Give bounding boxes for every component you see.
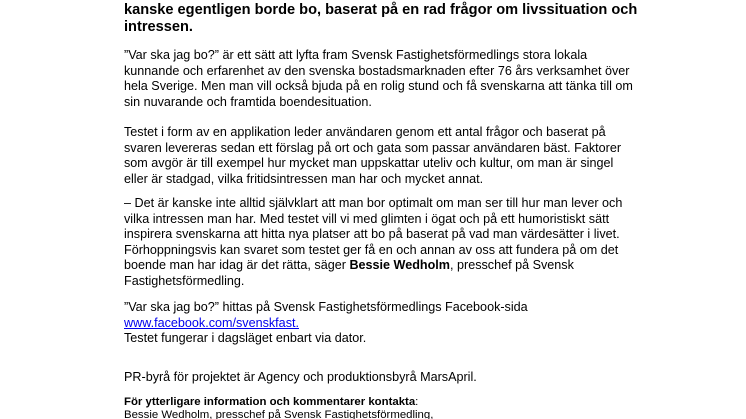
lead-line: kanske egentligen borde bo, baserat på en rad frågor om livssituation och <box>124 2 638 18</box>
contact-colon: : <box>415 396 419 408</box>
text-line: kunnande och erfarenhet av den svenska bostadsmarknaden efter 76 års verksamhet över <box>124 63 630 78</box>
paragraph-intro <box>124 48 724 110</box>
text-line: inspirera svenskarna att hitta nya platser att bo på baserat på vad man värdesätter i livet. <box>124 227 620 241</box>
paragraph-facebook <box>124 300 724 347</box>
text-line: Testet fungerar i dagsläget enbart via dator. <box>124 331 367 345</box>
speaker-name: Bessie Wedholm <box>349 258 450 272</box>
paragraph-test-description <box>124 125 724 187</box>
contact-heading-line <box>124 396 724 409</box>
text-line: som avgör är till exempel hur mycket man uppskattar uteliv och kultur, om man är singel <box>124 156 614 170</box>
text-line: Testet i form av en applikation leder användaren genom ett antal frågor och baserat på <box>124 125 606 139</box>
text-line: eller är stadgad, vilka fritidsintressen man har och mycket annat. <box>124 171 484 186</box>
paragraph-agency <box>124 370 724 386</box>
quote-text: boende man har idag är det rätta, säger <box>124 258 350 272</box>
contact-section <box>124 396 724 419</box>
text-line: Förhoppningsvis kan svaret som testet ger få en och annan av oss att fundera på om det <box>124 242 619 257</box>
text-line: svaren levereras sedan ett förslag på ort och gata som passar användaren bäst. Faktorer <box>124 140 622 155</box>
contact-line: Bessie Wedholm, presschef på Svensk Fastighetsförmedling, <box>124 408 434 419</box>
text-line: sin nuvarande och framtida boendesituation. <box>124 94 372 109</box>
text-line: PR-byrå för projektet är Agency och produktionsbyrå MarsApril. <box>124 370 477 384</box>
lead-paragraph <box>124 2 724 36</box>
text-line: Fastighetsförmedling. <box>124 273 245 288</box>
lead-line: intressen. <box>124 19 193 35</box>
text-line: hela Sverige. Men man vill också bjuda på en rolig stund och få svenskarna att tänka till om <box>124 79 633 93</box>
quote-text: , presschef på Svensk <box>450 258 574 272</box>
text-line <box>124 258 724 274</box>
facebook-link[interactable]: www.facebook.com/svenskfast. <box>124 315 299 330</box>
contact-heading: För ytterligare information och kommentarer kontakta <box>124 396 416 408</box>
paragraph-quote <box>124 196 724 289</box>
text-line: ”Var ska jag bo?” hittas på Svensk Fastighetsförmedlings Facebook-sida <box>124 300 528 314</box>
text-line: vilka intressen man har. Med testet vill vi med glimten i ögat och på ett humoristiskt sätt <box>124 211 610 226</box>
text-line: ”Var ska jag bo?” är ett sätt att lyfta fram Svensk Fastighetsförmedlings stora lokala <box>124 48 588 62</box>
text-line: – Det är kanske inte alltid självklart att man bor optimalt om man ser till hur man lever och <box>124 196 623 210</box>
